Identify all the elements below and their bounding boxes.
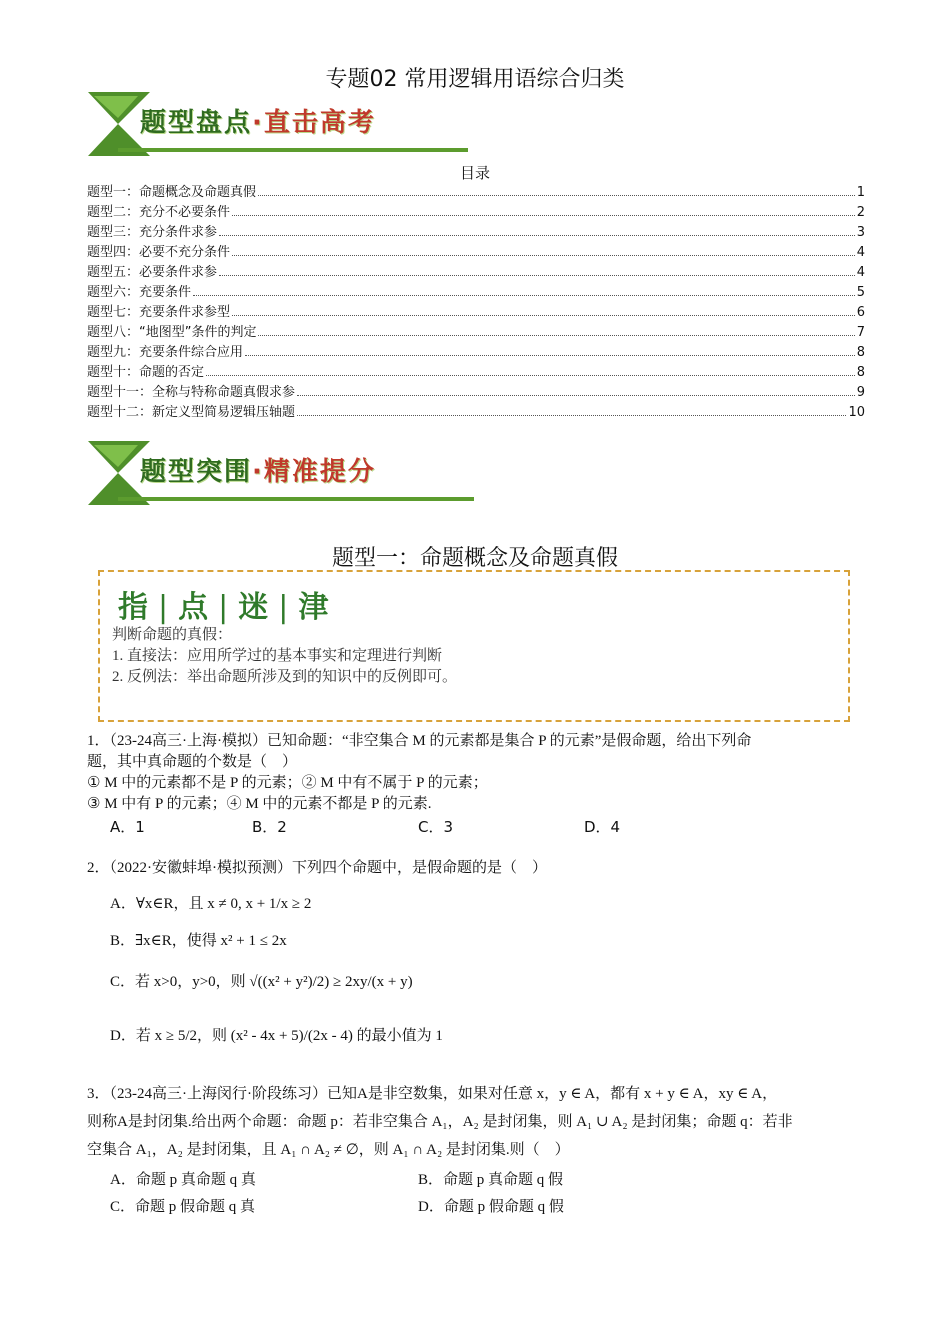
q3-line: 3．（23-24高三·上海闵行·阶段练习）已知A是非空数集，如果对任意 x，y ∈ A，都有 x + y ∈ A，xy ∈ A，: [87, 1086, 778, 1102]
toc-entry-page: 6: [856, 305, 865, 320]
q1-line: 题，其中真命题的个数是（ ）: [87, 754, 298, 770]
q2-option-c[interactable]: C．若 x>0，y>0，则 √((x² + y²)/2) ≥ 2xy/(x + y): [110, 974, 413, 990]
toc-entry-page: 8: [856, 345, 865, 360]
toc-leader: [297, 402, 846, 416]
q2-option-d[interactable]: D．若 x ≥ 5/2，则 (x² - 4x + 5)/(2x - 4) 的最小值为 1: [110, 1028, 443, 1044]
table-of-contents: [87, 182, 865, 422]
toc-entry-label: 题型一：命题概念及命题真假: [87, 185, 257, 200]
toc-entry[interactable]: [87, 242, 865, 262]
toc-leader: [232, 242, 855, 256]
toc-entry-page: 7: [856, 325, 865, 340]
toc-entry-label: 题型二：充分不必要条件: [87, 205, 231, 220]
toc-leader: [193, 282, 855, 296]
toc-entry-label: 题型十：命题的否定: [87, 365, 205, 380]
document-title: 专题02 常用逻辑用语综合归类: [325, 67, 625, 92]
q1-option-d[interactable]: D．4: [584, 818, 621, 836]
toc-heading: 目录: [459, 164, 490, 182]
q1-line: ③ M 中有 P 的元素；④ M 中的元素不都是 P 的元素.: [87, 796, 432, 812]
tip-line: 2. 反例法：举出命题所涉及到的知识中的反例即可。: [112, 669, 458, 685]
toc-leader: [258, 322, 854, 336]
toc-entry-page: 3: [856, 225, 865, 240]
toc-entry-page: 8: [856, 365, 865, 380]
q2-option-a[interactable]: A．∀x∈R，且 x ≠ 0, x + 1/x ≥ 2: [110, 896, 312, 912]
q3-line: 空集合 A₁，A₂ 是封闭集，且 A₁ ∩ A₂ ≠ ∅，则 A₁ ∩ A₂ 是封闭集.则（ ）: [87, 1142, 570, 1158]
question-1: [87, 731, 862, 815]
toc-entry-page: 9: [856, 385, 865, 400]
toc-entry-label: 题型九：充要条件综合应用: [87, 345, 244, 360]
q3-option-d[interactable]: D．命题 p 假命题 q 假: [418, 1199, 564, 1215]
toc-leader: [206, 362, 855, 376]
toc-leader: [258, 182, 855, 196]
section-title: 题型一：命题概念及命题真假: [331, 546, 618, 571]
toc-entry-label: 题型三：充分条件求参: [87, 225, 218, 240]
toc-entry[interactable]: [87, 282, 865, 302]
banner-overview: [88, 92, 468, 156]
banner-underline: [118, 148, 468, 152]
q1-option-a[interactable]: A．1: [110, 818, 145, 836]
toc-entry[interactable]: [87, 262, 865, 282]
q3-option-c[interactable]: C．命题 p 假命题 q 真: [110, 1199, 256, 1215]
q1-option-c[interactable]: C．3: [418, 818, 454, 836]
toc-entry[interactable]: [87, 402, 865, 422]
toc-leader: [232, 302, 855, 316]
toc-entry[interactable]: [87, 182, 865, 202]
toc-entry[interactable]: [87, 342, 865, 362]
toc-leader: [232, 202, 855, 216]
toc-entry[interactable]: [87, 222, 865, 242]
toc-entry-label: 题型十一：全称与特称命题真假求参: [87, 385, 296, 400]
q1-line: ① M 中的元素都不是 P 的元素；② M 中有不属于 P 的元素；: [87, 775, 488, 791]
toc-entry[interactable]: [87, 202, 865, 222]
toc-entry[interactable]: [87, 362, 865, 382]
toc-leader: [245, 342, 855, 356]
toc-entry-label: 题型六：充要条件: [87, 285, 192, 300]
toc-entry-label: 题型四：必要不充分条件: [87, 245, 231, 260]
toc-entry[interactable]: [87, 302, 865, 322]
toc-entry-label: 题型七：充要条件求参型: [87, 305, 231, 320]
tip-heading: 指 | 点 | 迷 | 津: [118, 590, 333, 625]
toc-entry-label: 题型十二：新定义型简易逻辑压轴题: [87, 405, 296, 420]
toc-leader: [297, 382, 855, 396]
q3-option-b[interactable]: B．命题 p 真命题 q 假: [418, 1172, 564, 1188]
toc-entry-page: 1: [856, 185, 865, 200]
banner-practice: [88, 441, 478, 505]
banner-text: 题型盘点·直击高考: [140, 108, 376, 138]
toc-entry-page: 4: [856, 265, 865, 280]
question-3: [87, 1080, 862, 1164]
toc-entry-label: 题型五：必要条件求参: [87, 265, 218, 280]
toc-entry-page: 10: [848, 405, 865, 420]
q2-stem: 2．（2022·安徽蚌埠·模拟预测）下列四个命题中，是假命题的是（ ）: [87, 860, 547, 876]
q3-option-a[interactable]: A．命题 p 真命题 q 真: [110, 1172, 256, 1188]
q3-line: 则称A是封闭集.给出两个命题：命题 p：若非空集合 A₁，A₂ 是封闭集，则 A₁ ∪ A₂ 是封闭集；命题 q：若非: [87, 1114, 793, 1130]
q1-option-b[interactable]: B．2: [252, 818, 287, 836]
q2-option-b[interactable]: B．∃x∈R，使得 x² + 1 ≤ 2x: [110, 933, 287, 949]
toc-entry-page: 2: [856, 205, 865, 220]
toc-leader: [219, 222, 855, 236]
toc-entry-page: 5: [856, 285, 865, 300]
tip-line: 判断命题的真假：: [112, 627, 233, 643]
toc-entry-page: 4: [856, 245, 865, 260]
tip-line: 1. 直接法：应用所学过的基本事实和定理进行判断: [112, 648, 443, 664]
toc-entry-label: 题型八：“地图型”条件的判定: [87, 325, 257, 340]
toc-leader: [219, 262, 855, 276]
toc-entry[interactable]: [87, 322, 865, 342]
toc-entry[interactable]: [87, 382, 865, 402]
q1-line: 1．（23-24高三·上海·模拟）已知命题：“非空集合 M 的元素都是集合 P 的元素”是假命题，给出下列命: [87, 733, 752, 749]
banner-underline: [118, 497, 474, 501]
banner-text: 题型突围·精准提分: [140, 457, 376, 487]
